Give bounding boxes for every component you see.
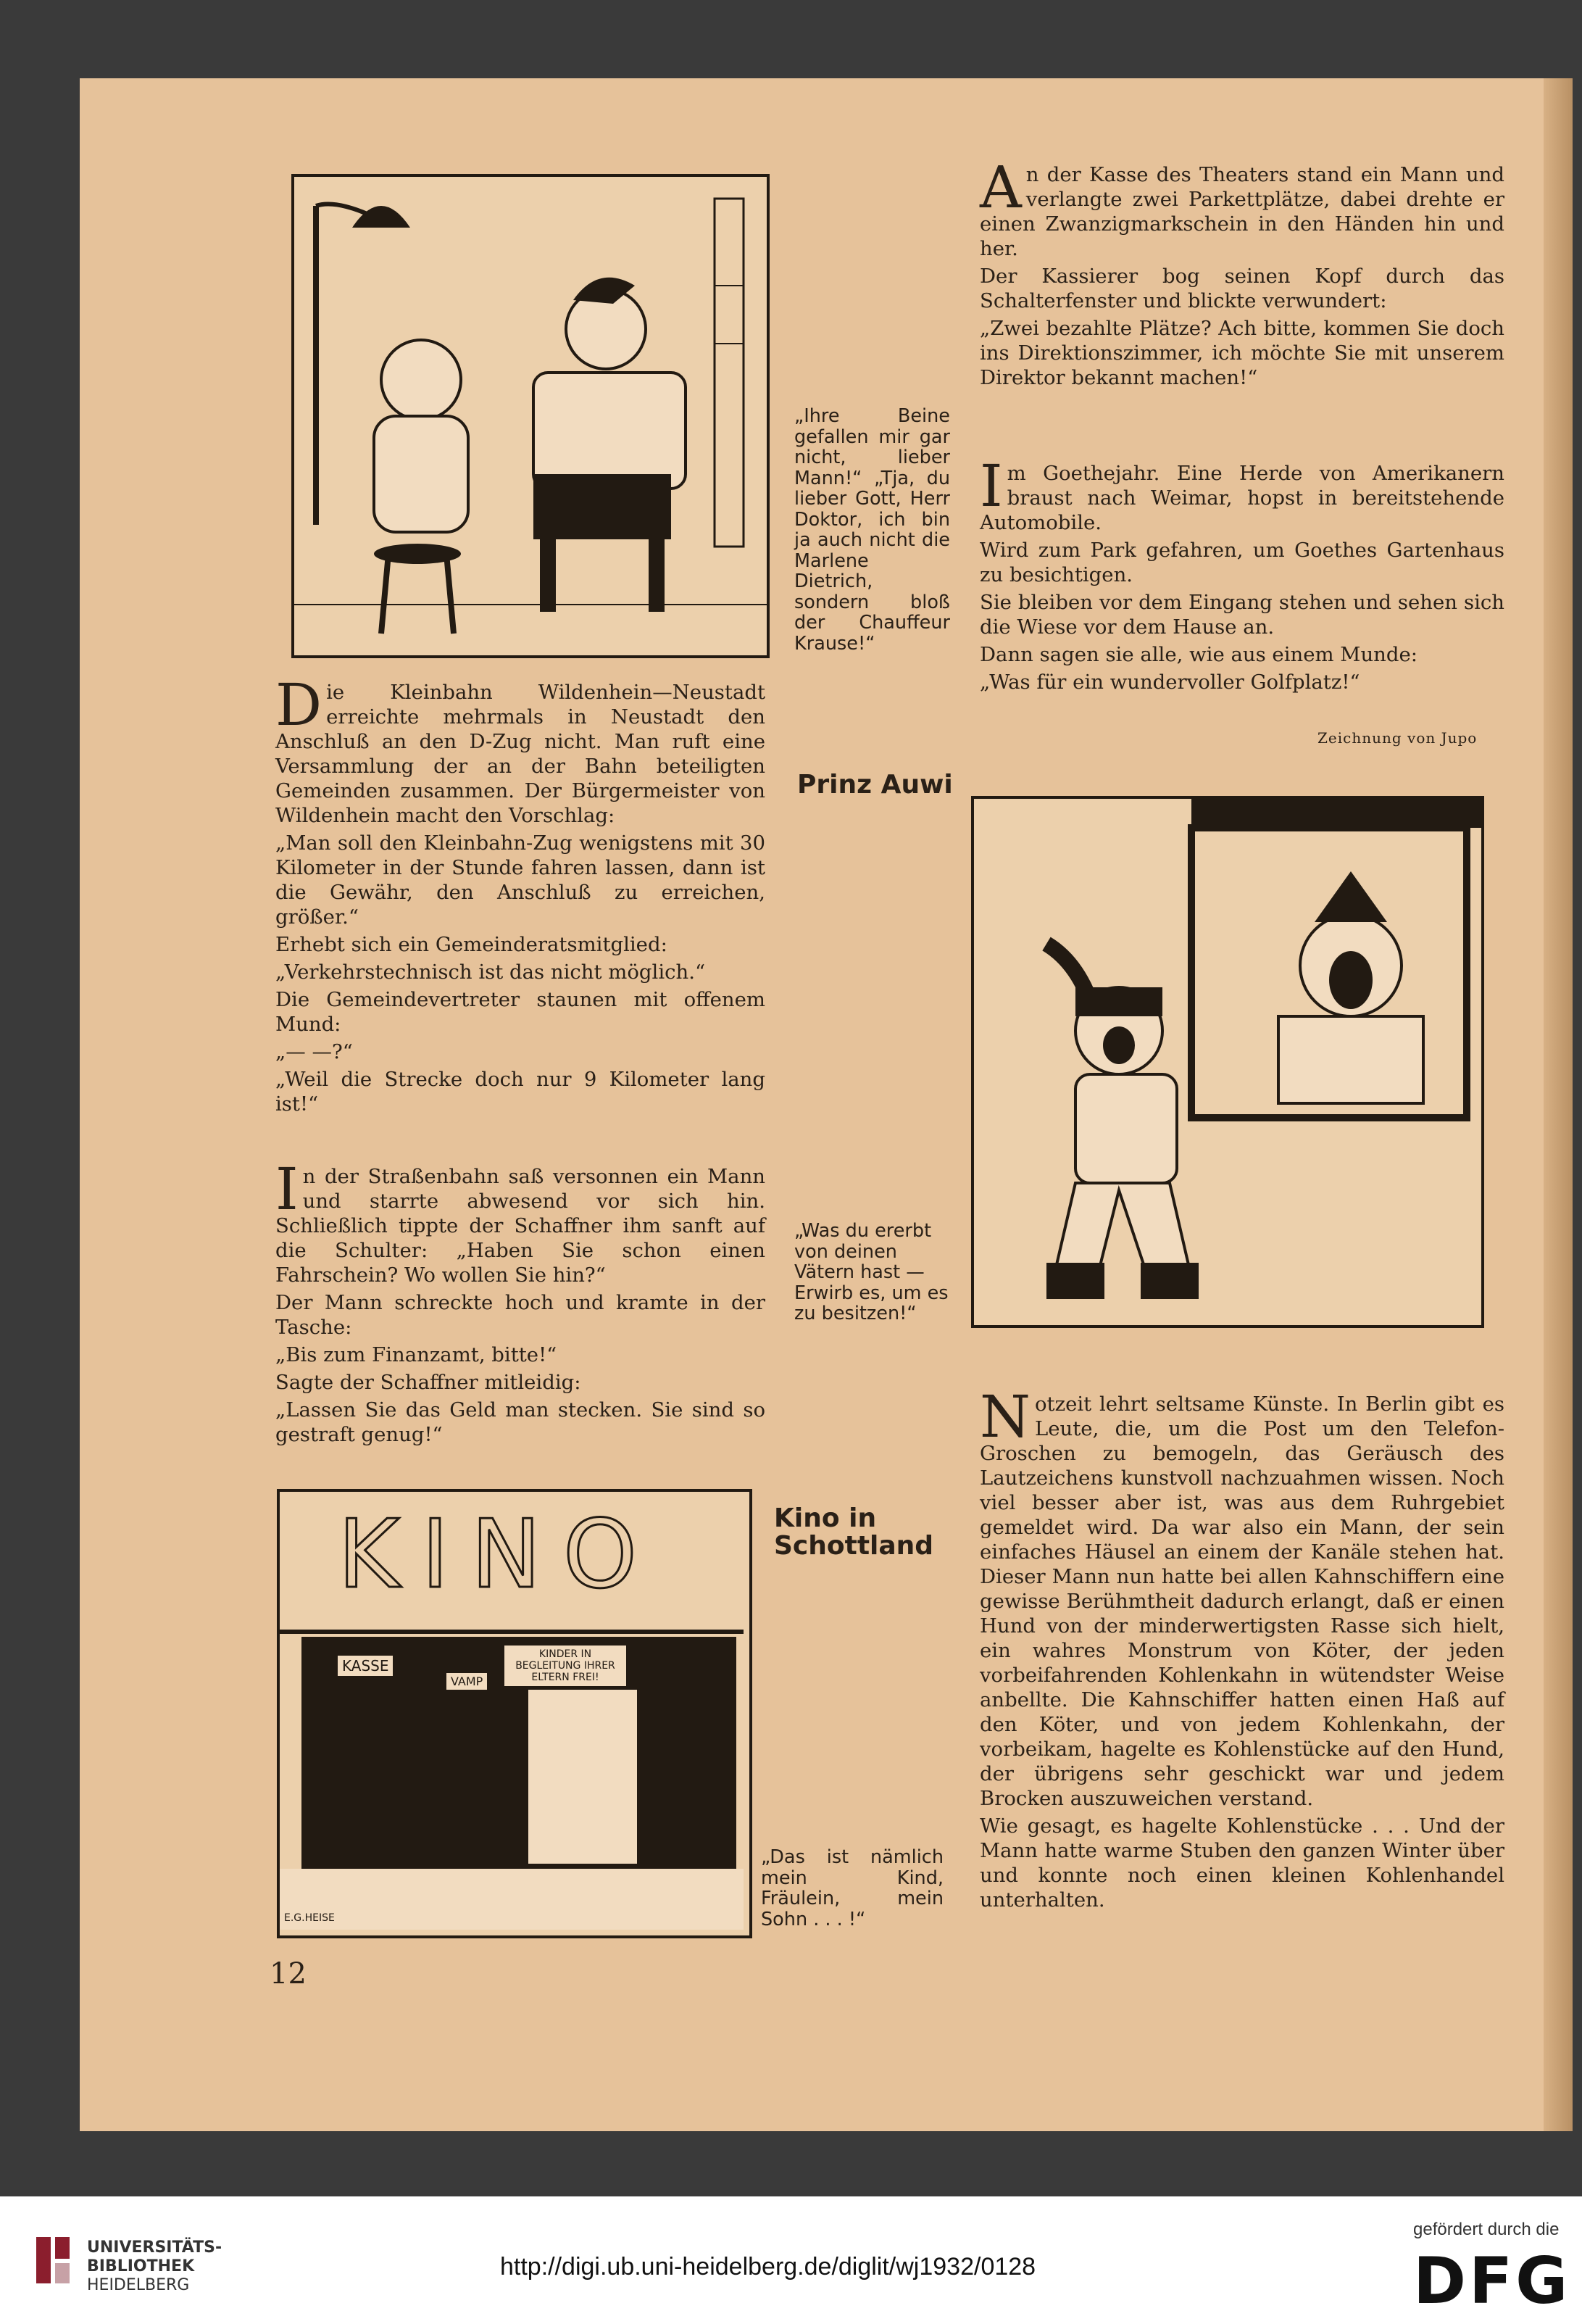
paragraph: Sagte der Schaffner mitleidig: bbox=[275, 1371, 581, 1394]
cinema-door bbox=[526, 1688, 639, 1866]
university-logo-icon bbox=[33, 2231, 77, 2289]
funding-note: gefördert durch die bbox=[1413, 2220, 1560, 2239]
awning-line bbox=[280, 1630, 744, 1634]
paragraph: Die Gemeindevertreter staunen mit offenem Mund: bbox=[275, 988, 765, 1036]
story-strassenbahn bbox=[275, 1155, 765, 1450]
paragraph: ie Kleinbahn Wildenhein—Neustadt erreichte mehrmals in Neustadt den Anschluß an den D-Zug nicht. Man ruft eine Versammlung der an der Bahn beteiligten Gemeinden zusammen. Der Bürgermeister von Wildenhein macht den Vorschlag: bbox=[275, 681, 765, 827]
paragraph: „Bis zum Finanzamt, bitte!“ bbox=[275, 1343, 557, 1366]
illustration-credit: Zeichnung von Jupo bbox=[1317, 729, 1478, 747]
prinz-auwi-title: Prinz Auwi bbox=[797, 770, 953, 800]
kino-vamp: VAMP bbox=[446, 1673, 487, 1690]
paragraph: „— —?“ bbox=[275, 1040, 353, 1063]
paragraph: „Lassen Sie das Geld man stecken. Sie sind so gestraft genug!“ bbox=[275, 1398, 765, 1446]
story-kleinbahn bbox=[275, 671, 765, 1119]
paragraph: otzeit lehrt seltsame Künste. In Berlin gibt es Leute, die, um die Post um den Telefon-Groschen zu bemogeln, das Geräusch des Lautzeichens kunstvoll nachzuahmen wissen. Noch viel besser aber ist, was aus dem Ruhrgebiet gemeldet wird. Da war also ein Mann, der sein einfaches Häusel an einem der Kanäle stehen hat. Dieser Mann nun hatte bei allen Kahnschiffern eine gewisse Berühmtheit dadurch erlangt, daß er einen Hund von der minderwertigsten Rasse sich hielt, ein wahres Monstrum von Köter, der jeden vorbeifahrenden Kohlenkahn in wütendster Weise anbellte. Die Kahnschiffer hatten einen Haß auf den Köter, und von jedem Kohlenkahn, der vorbeikam, hagelte es Kohlenstücke auf den Hund, der übrigens sehr geschickt war und jedem Brocken auszuweichen verstand. bbox=[980, 1393, 1504, 1810]
paragraph: Der Mann schreckte hoch und kramte in der Tasche: bbox=[275, 1291, 765, 1339]
institution-line: BIBLIOTHEK bbox=[87, 2257, 195, 2275]
prinz-auwi-illustration bbox=[971, 796, 1484, 1328]
paragraph: Erhebt sich ein Gemeinderatsmitglied: bbox=[275, 933, 667, 956]
dropcap: D bbox=[275, 671, 322, 739]
kino-kasse: KASSE bbox=[338, 1656, 393, 1676]
paragraph: „Zwei bezahlte Plätze? Ach bitte, kommen Sie doch ins Direktionszimmer, ich möchte Sie mit unserem Direktor bekannt machen!“ bbox=[980, 317, 1504, 389]
permalink-url[interactable]: http://digi.ub.uni-heidelberg.de/diglit/wj1932/0128 bbox=[500, 2253, 1036, 2281]
prinz-auwi-caption: „Was du ererbt von deinen Vätern hast —Erwirb es, um es zu besitzen!“ bbox=[794, 1220, 949, 1324]
kino-caption: „Das ist nämlich mein Kind, Fräulein, mein Sohn . . . !“ bbox=[761, 1846, 944, 1930]
cartoon-doctor-caption: „Ihre Beine gefallen mir gar nicht, lieber Mann!“ „Tja, du lieber Gott, Herr Doktor, ich bin ja auch nicht die Marlene Dietrich, sondern bloß der Chauffeur Krause!“ bbox=[794, 405, 950, 655]
dropcap: A bbox=[980, 154, 1022, 221]
paragraph: n der Kasse des Theaters stand ein Mann und verlangte zwei Parkettplätze, dabei drehte er einen Zwanzigmarkschein in den Händen hin und her. bbox=[980, 163, 1504, 260]
kino-sign: KINO bbox=[338, 1499, 659, 1609]
doctor-cartoon-drawing bbox=[294, 177, 767, 655]
dfg-logo: DFG bbox=[1413, 2244, 1571, 2318]
kino-illustration bbox=[277, 1489, 752, 1938]
kino-notice: KINDER IN BEGLEITUNG IHRER ELTERN FREI! bbox=[504, 1646, 626, 1686]
kino-title bbox=[774, 1503, 934, 1561]
kino-title-text: Kino in Schottland bbox=[774, 1503, 934, 1561]
cartoon-doctor-illustration bbox=[291, 174, 770, 658]
prinz-auwi-drawing bbox=[974, 799, 1481, 1325]
story-theater bbox=[980, 154, 1504, 393]
pavement bbox=[280, 1869, 744, 1930]
institution-line: UNIVERSITÄTS- bbox=[87, 2238, 222, 2257]
paragraph: m Goethejahr. Eine Herde von Amerikanern braust nach Weimar, hopst in bereitstehende Automobile. bbox=[980, 462, 1504, 534]
paragraph: „Weil die Strecke doch nur 9 Kilometer lang ist!“ bbox=[275, 1068, 765, 1116]
paragraph: Dann sagen sie alle, wie aus einem Munde: bbox=[980, 643, 1418, 666]
institution-name bbox=[87, 2238, 222, 2295]
paragraph: Der Kassierer bog seinen Kopf durch das Schalterfenster und blickte verwundert: bbox=[980, 265, 1504, 312]
kino-signature: E.G.HEISE bbox=[284, 1912, 335, 1924]
paragraph: „Man soll den Kleinbahn-Zug wenigstens mit 30 Kilometer in der Stunde fahren lassen, dann ist die Gewähr, den Anschluß zu erreichen, größer.“ bbox=[275, 831, 765, 929]
paragraph: n der Straßenbahn saß versonnen ein Mann und starrte abwesend vor sich hin. Schließlich tippte der Schaffner ihm sanft auf die Schulter: „Haben Sie schon einen Fahrschein? Wo wollen Sie hin?“ bbox=[275, 1165, 765, 1287]
story-goethe bbox=[980, 452, 1504, 697]
footer-bar bbox=[0, 2196, 1582, 2324]
paragraph: „Was für ein wundervoller Golfplatz!“ bbox=[980, 671, 1360, 694]
story-notzeit bbox=[980, 1383, 1504, 1915]
dropcap: N bbox=[980, 1383, 1031, 1451]
page-number: 12 bbox=[270, 1957, 307, 1991]
paragraph: Sie bleiben vor dem Eingang stehen und sehen sich die Wiese vor dem Hause an. bbox=[980, 591, 1504, 639]
paragraph: Wird zum Park gefahren, um Goethes Gartenhaus zu besichtigen. bbox=[980, 539, 1504, 586]
paragraph: „Verkehrstechnisch ist das nicht möglich.“ bbox=[275, 960, 706, 984]
dropcap: I bbox=[980, 452, 1003, 520]
dropcap: I bbox=[275, 1155, 299, 1223]
paragraph: Wie gesagt, es hagelte Kohlenstücke . . . Und der Mann hatte warme Stuben den ganzen Winter über und konnte noch einen kleinen Kohlenhandel unterhalten. bbox=[980, 1814, 1504, 1912]
page-edge bbox=[1544, 78, 1573, 2131]
institution-line: HEIDELBERG bbox=[87, 2276, 190, 2294]
